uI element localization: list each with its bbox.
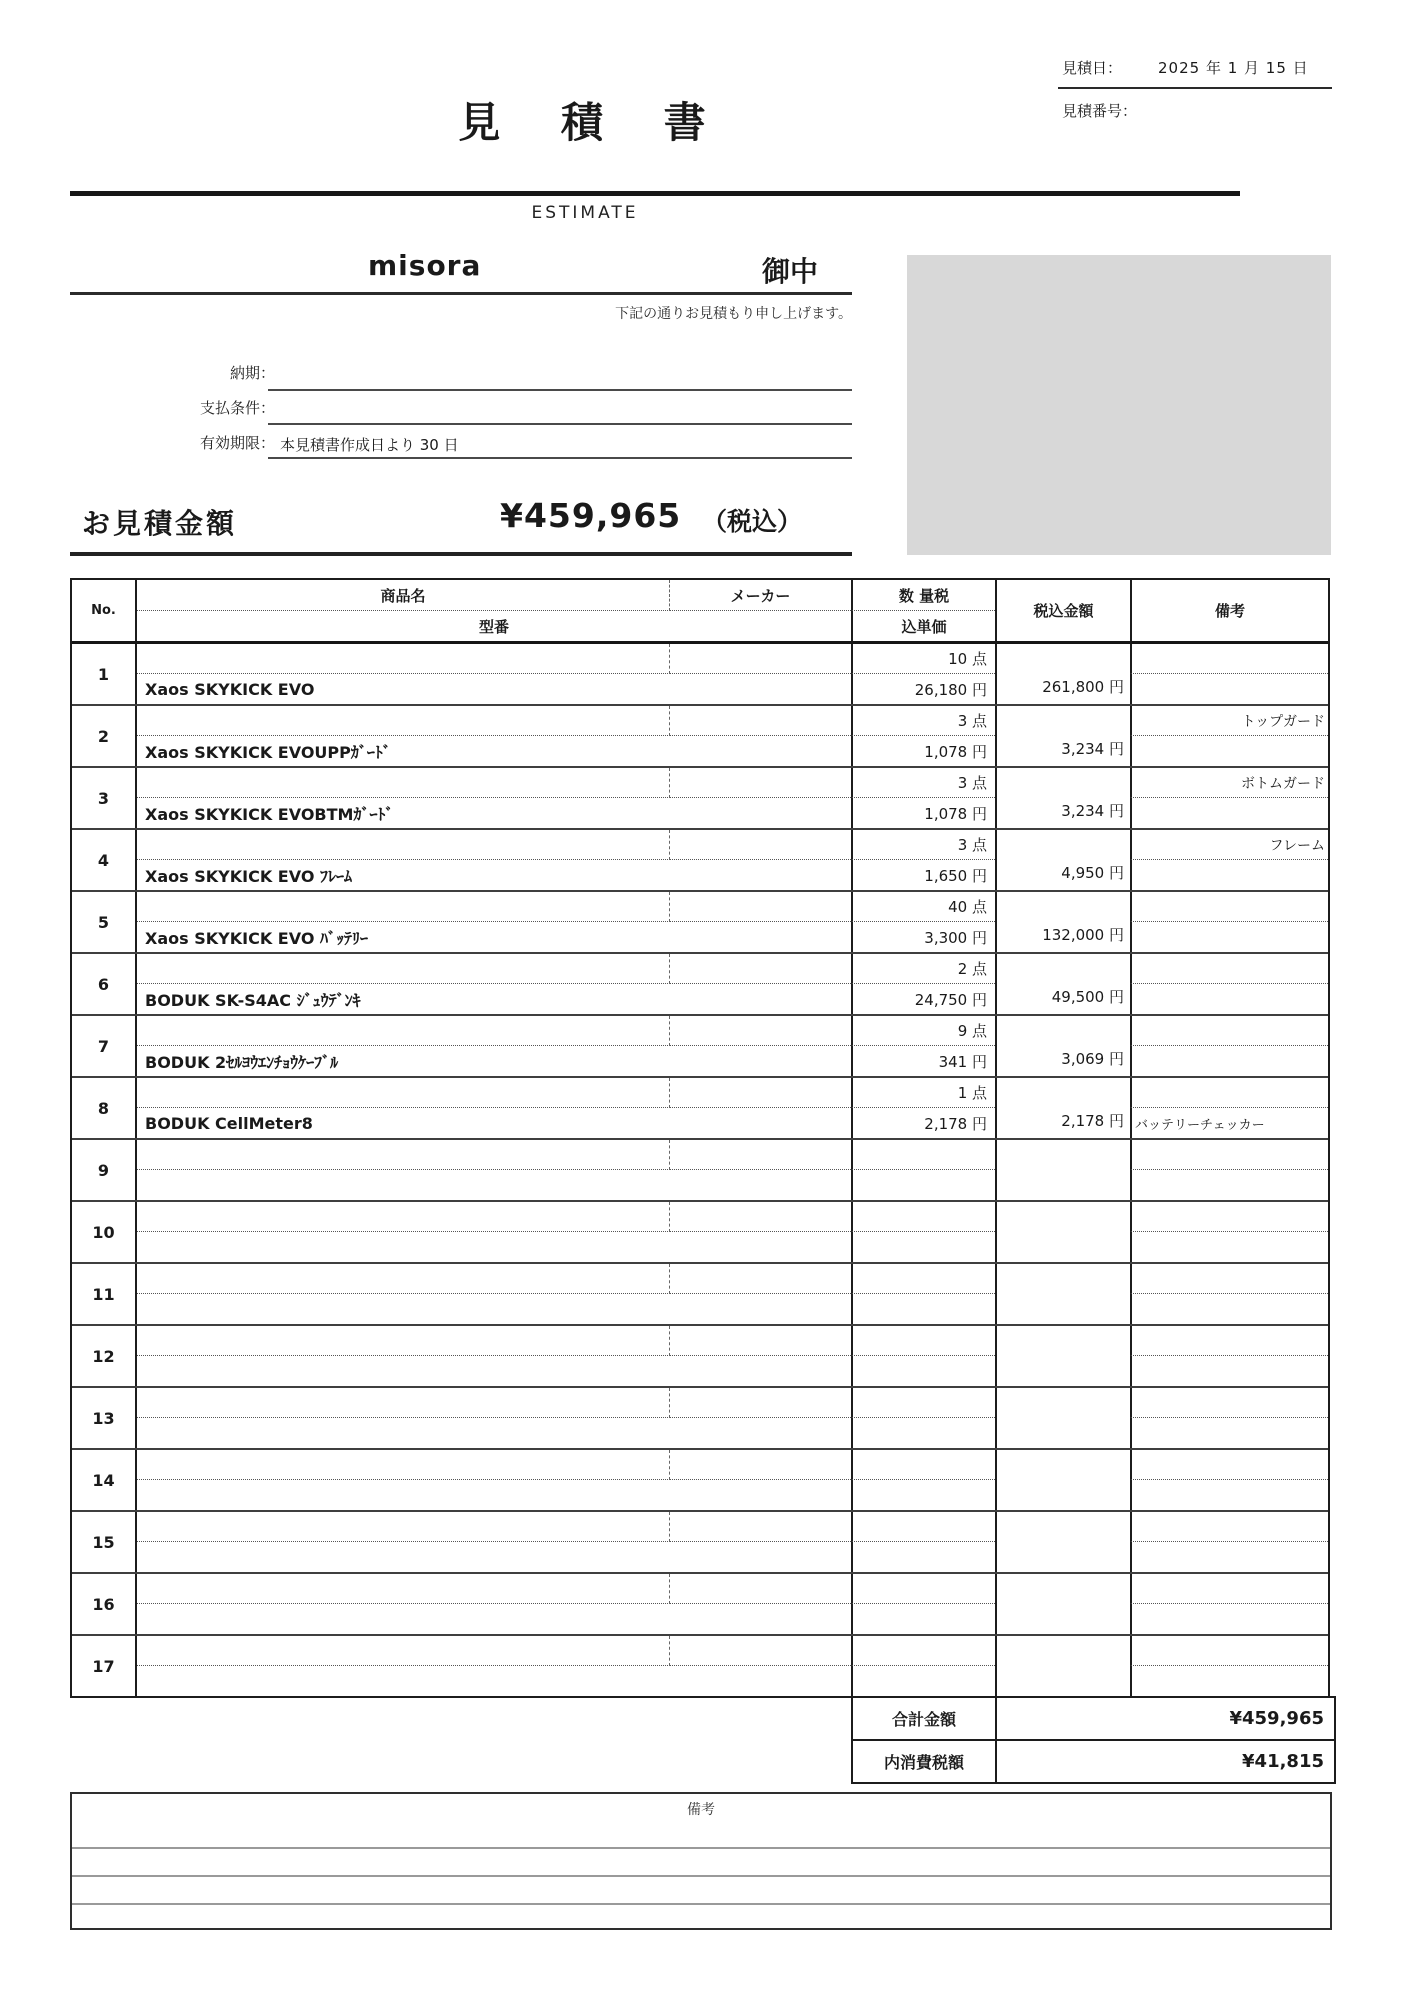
item-remark-top [1130, 954, 1328, 984]
item-maker [670, 1016, 851, 1046]
item-maker [670, 892, 851, 922]
item-quantity [851, 1388, 995, 1418]
item-remark-top: トップガード [1130, 706, 1328, 736]
item-amount [995, 1450, 1130, 1510]
item-quantity [851, 1636, 995, 1666]
stamp-area [907, 255, 1331, 555]
item-amount [995, 1140, 1130, 1200]
table-row [72, 1574, 1328, 1636]
item-quantity: 10 点 [851, 644, 995, 674]
item-remark-bottom [1130, 922, 1328, 952]
header-qty-bottom: 込単価 [851, 611, 995, 641]
item-amount [995, 1264, 1130, 1324]
item-quantity: 3 点 [851, 768, 995, 798]
item-remark-top [1130, 1078, 1328, 1108]
item-remark-bottom [1130, 674, 1328, 704]
estimate-amount-value: ¥459,965 [500, 496, 682, 535]
item-product-name: Xaos SKYKICK EVO [145, 679, 315, 699]
item-unit-price [851, 1356, 995, 1386]
item-amount: 132,000 円 [995, 892, 1130, 952]
item-unit-price: 24,750 円 [851, 984, 995, 1014]
item-remark-bottom [1130, 1666, 1328, 1696]
item-maker [670, 1574, 851, 1604]
header-remarks: 備考 [1130, 580, 1328, 641]
item-remark-bottom [1130, 1480, 1328, 1510]
item-remark-top [1130, 1202, 1328, 1232]
item-remark-bottom: バッテリーチェッカー [1130, 1108, 1328, 1138]
item-remark-top [1130, 1264, 1328, 1294]
item-product-name [137, 1604, 851, 1634]
notes-box [70, 1792, 1332, 1930]
table-row [72, 768, 1328, 830]
item-product-cell-top [137, 768, 670, 798]
item-amount [995, 1574, 1130, 1634]
item-product-name: BODUK SK-S4AC ｼﾞｭｳﾃﾞﾝｷ [145, 990, 361, 1010]
item-quantity [851, 1450, 995, 1480]
estimate-amount-underline [70, 552, 852, 556]
table-row [72, 1326, 1328, 1388]
header-qty-top: 数 量税 [851, 580, 995, 611]
item-unit-price: 341 円 [851, 1046, 995, 1076]
validity-value: 本見積書作成日より 30 日 [280, 436, 459, 454]
item-no: 1 [72, 644, 137, 704]
item-no: 7 [72, 1016, 137, 1076]
item-remark-bottom [1130, 1418, 1328, 1448]
item-remark-top [1130, 1512, 1328, 1542]
item-quantity: 2 点 [851, 954, 995, 984]
item-amount: 3,234 円 [995, 706, 1130, 766]
validity-label: 有効期限： [199, 434, 275, 452]
estimate-amount-label: お見積金額 [82, 507, 238, 540]
item-product-cell-top [137, 892, 670, 922]
item-amount [995, 1636, 1130, 1696]
item-product-cell-top [137, 1512, 670, 1542]
item-amount [995, 1202, 1130, 1262]
item-unit-price: 1,078 円 [851, 798, 995, 828]
item-no: 6 [72, 954, 137, 1014]
item-amount: 261,800 円 [995, 644, 1130, 704]
table-row [72, 1140, 1328, 1202]
item-maker [670, 1326, 851, 1356]
item-product-cell-top [137, 1574, 670, 1604]
item-quantity: 40 点 [851, 892, 995, 922]
item-product-cell-top [137, 954, 670, 984]
item-unit-price [851, 1232, 995, 1262]
estimate-date-row [1058, 57, 1332, 89]
item-unit-price [851, 1170, 995, 1200]
item-product-name [137, 1170, 851, 1200]
table-row [72, 1264, 1328, 1326]
table-row [72, 892, 1328, 954]
header-model-number: 型番 [478, 617, 509, 636]
payment-terms-label: 支払条件： [199, 399, 275, 417]
customer-honorific: 御中 [762, 255, 819, 288]
table-row [72, 644, 1328, 706]
item-product-name: BODUK CellMeter8 [145, 1113, 313, 1133]
item-unit-price: 3,300 円 [851, 922, 995, 952]
item-quantity [851, 1264, 995, 1294]
item-remark-bottom [1130, 1542, 1328, 1572]
item-no: 11 [72, 1264, 137, 1324]
items-table-body [72, 644, 1328, 1696]
item-remark-bottom [1130, 736, 1328, 766]
item-no: 5 [72, 892, 137, 952]
item-quantity: 9 点 [851, 1016, 995, 1046]
item-unit-price [851, 1418, 995, 1448]
item-quantity: 1 点 [851, 1078, 995, 1108]
totals-box [851, 1696, 1336, 1784]
item-product-cell-top [137, 1016, 670, 1046]
header-product-name: 商品名 [137, 580, 670, 611]
item-quantity [851, 1326, 995, 1356]
table-row [72, 1636, 1328, 1696]
item-product-cell-top [137, 830, 670, 860]
item-product-name: Xaos SKYKICK EVOUPPｶﾞｰﾄﾞ [145, 742, 391, 762]
item-maker [670, 1388, 851, 1418]
item-remark-top [1130, 1016, 1328, 1046]
item-unit-price [851, 1294, 995, 1324]
item-unit-price [851, 1542, 995, 1572]
item-product-name [137, 1294, 851, 1324]
item-unit-price [851, 1666, 995, 1696]
item-maker [670, 954, 851, 984]
table-row [72, 706, 1328, 768]
header-maker: メーカー [670, 580, 851, 611]
item-amount [995, 1326, 1130, 1386]
item-no: 15 [72, 1512, 137, 1572]
item-remark-top [1130, 1450, 1328, 1480]
notes-line [72, 1847, 1330, 1849]
item-maker [670, 830, 851, 860]
item-maker [670, 1264, 851, 1294]
item-remark-top [1130, 1388, 1328, 1418]
item-remark-bottom [1130, 798, 1328, 828]
item-product-name [137, 1542, 851, 1572]
item-amount: 2,178 円 [995, 1078, 1130, 1138]
customer-name: misora [368, 249, 482, 282]
item-no: 13 [72, 1388, 137, 1448]
item-no: 10 [72, 1202, 137, 1262]
item-amount: 3,069 円 [995, 1016, 1130, 1076]
item-product-name [137, 1232, 851, 1262]
notes-line [72, 1875, 1330, 1877]
item-product-cell-top [137, 1264, 670, 1294]
item-product-cell-top [137, 1140, 670, 1170]
total-row [853, 1698, 1334, 1741]
item-quantity: 3 点 [851, 706, 995, 736]
header-no: No. [72, 580, 137, 641]
table-row [72, 1202, 1328, 1264]
item-maker [670, 768, 851, 798]
item-product-cell-top [137, 1078, 670, 1108]
item-product-cell-top [137, 1636, 670, 1666]
customer-underline [70, 292, 852, 295]
item-quantity [851, 1574, 995, 1604]
table-row [72, 1512, 1328, 1574]
item-remark-bottom [1130, 1046, 1328, 1076]
item-remark-bottom [1130, 1356, 1328, 1386]
item-product-name [137, 1666, 851, 1696]
item-remark-top [1130, 644, 1328, 674]
item-unit-price: 2,178 円 [851, 1108, 995, 1138]
item-product-name: Xaos SKYKICK EVO ﾌﾚｰﾑ [145, 866, 352, 886]
item-product-name: BODUK 2ｾﾙﾖｳｴﾝﾁｮｳｹｰﾌﾞﾙ [145, 1052, 339, 1072]
item-no: 14 [72, 1450, 137, 1510]
item-product-name: Xaos SKYKICK EVOBTMｶﾞｰﾄﾞ [145, 804, 394, 824]
estimate-amount-tax-note: （税込） [702, 507, 803, 536]
item-remark-top [1130, 892, 1328, 922]
item-product-cell-top [137, 706, 670, 736]
delivery-date-line [268, 389, 852, 391]
item-remark-bottom [1130, 1294, 1328, 1324]
payment-terms-line [268, 423, 852, 425]
item-maker [670, 1512, 851, 1542]
item-no: 17 [72, 1636, 137, 1696]
item-no: 12 [72, 1326, 137, 1386]
total-label: 合計金額 [853, 1698, 997, 1739]
item-product-cell-top [137, 1450, 670, 1480]
item-amount: 4,950 円 [995, 830, 1130, 890]
item-remark-top [1130, 1140, 1328, 1170]
item-unit-price [851, 1604, 995, 1634]
item-remark-top [1130, 1326, 1328, 1356]
item-amount: 49,500 円 [995, 954, 1130, 1014]
item-remark-bottom [1130, 1604, 1328, 1634]
item-product-name [137, 1418, 851, 1448]
greeting-text: 下記の通りお見積もり申し上げます。 [615, 306, 852, 322]
item-no: 8 [72, 1078, 137, 1138]
item-quantity [851, 1202, 995, 1232]
item-product-name [137, 1356, 851, 1386]
items-table [70, 578, 1330, 1698]
table-row [72, 1450, 1328, 1512]
item-maker [670, 1078, 851, 1108]
item-no: 2 [72, 706, 137, 766]
tax-row [853, 1741, 1334, 1782]
item-maker [670, 1202, 851, 1232]
estimate-number-label: 見積番号： [1062, 102, 1138, 120]
tax-label: 内消費税額 [853, 1741, 997, 1782]
page-subtitle: ESTIMATE [531, 203, 639, 223]
total-value: ¥459,965 [1229, 1708, 1324, 1729]
items-table-header [72, 580, 1328, 644]
item-unit-price [851, 1480, 995, 1510]
table-row [72, 1078, 1328, 1140]
item-product-cell-top [137, 1388, 670, 1418]
item-unit-price: 1,078 円 [851, 736, 995, 766]
item-product-cell-top [137, 1326, 670, 1356]
title-rule [70, 191, 1240, 196]
item-remark-top: フレーム [1130, 830, 1328, 860]
item-product-name [137, 1480, 851, 1510]
item-unit-price: 26,180 円 [851, 674, 995, 704]
item-amount: 3,234 円 [995, 768, 1130, 828]
item-amount [995, 1388, 1130, 1448]
item-no: 9 [72, 1140, 137, 1200]
item-quantity [851, 1140, 995, 1170]
item-remark-top [1130, 1574, 1328, 1604]
item-remark-bottom [1130, 860, 1328, 890]
delivery-date-label: 納期： [229, 364, 275, 382]
item-product-name: Xaos SKYKICK EVO ﾊﾞｯﾃﾘｰ [145, 928, 368, 948]
item-product-cell-top [137, 1202, 670, 1232]
item-remark-bottom [1130, 1232, 1328, 1262]
table-row [72, 830, 1328, 892]
item-maker [670, 1450, 851, 1480]
item-remark-top [1130, 1636, 1328, 1666]
notes-label: 備考 [687, 1802, 715, 1818]
item-maker [670, 706, 851, 736]
item-remark-bottom [1130, 984, 1328, 1014]
item-no: 4 [72, 830, 137, 890]
validity-line [268, 457, 852, 459]
item-maker [670, 1140, 851, 1170]
table-row [72, 1388, 1328, 1450]
item-maker [670, 644, 851, 674]
estimate-date-value: 2025 年 1 月 15 日 [1158, 59, 1309, 77]
item-amount [995, 1512, 1130, 1572]
item-unit-price: 1,650 円 [851, 860, 995, 890]
item-remark-bottom [1130, 1170, 1328, 1200]
table-row [72, 954, 1328, 1016]
table-row [72, 1016, 1328, 1078]
item-quantity: 3 点 [851, 830, 995, 860]
item-no: 3 [72, 768, 137, 828]
tax-value: ¥41,815 [1242, 1751, 1324, 1772]
item-no: 16 [72, 1574, 137, 1634]
header-amount: 税込金額 [995, 580, 1130, 641]
item-quantity [851, 1512, 995, 1542]
page-title: 見 積 書 [458, 98, 712, 147]
item-maker [670, 1636, 851, 1666]
notes-line [72, 1903, 1330, 1905]
item-product-cell-top [137, 644, 670, 674]
estimate-date-label: 見積日： [1062, 59, 1123, 77]
item-remark-top: ボトムガード [1130, 768, 1328, 798]
